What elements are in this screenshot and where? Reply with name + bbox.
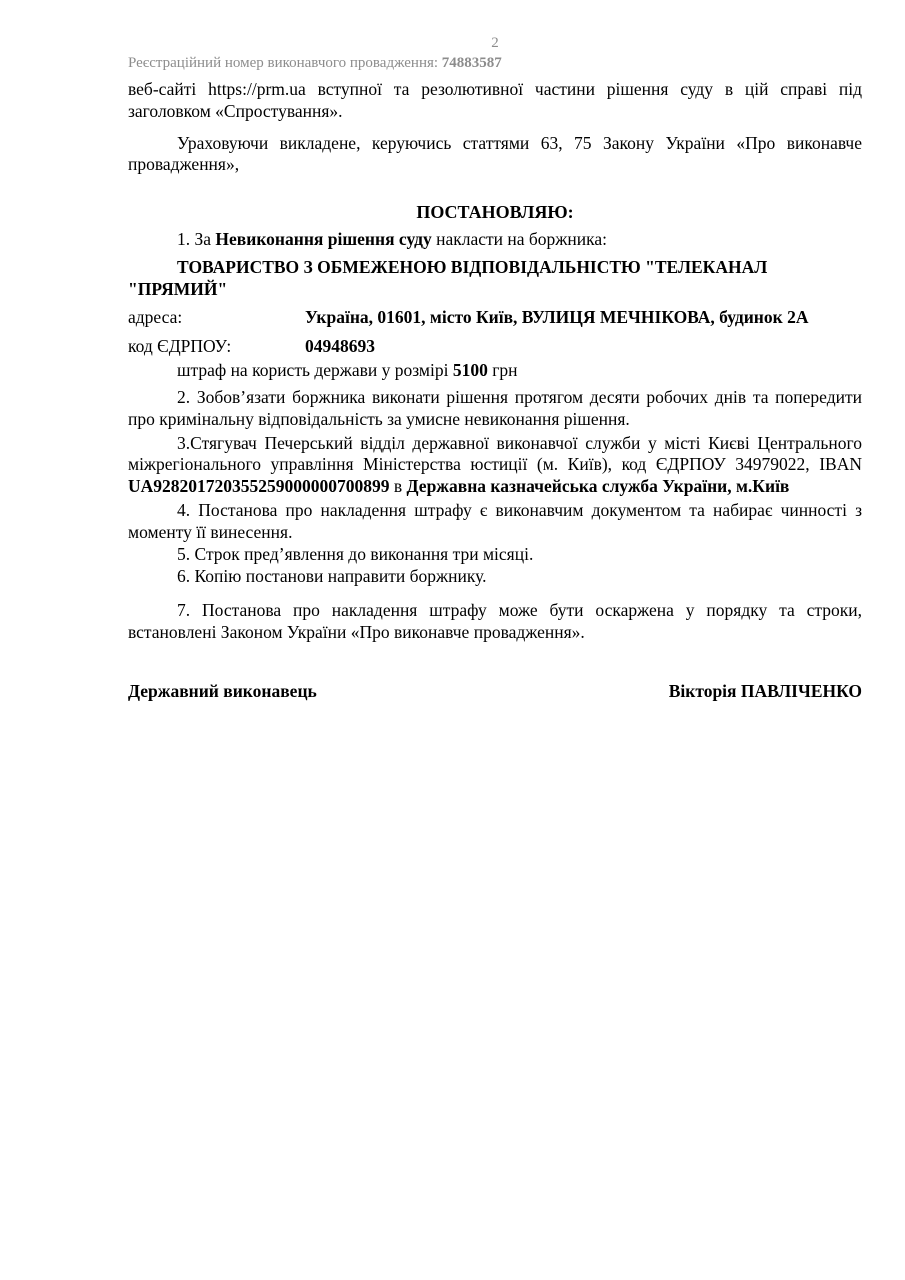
address-label: адреса:	[128, 306, 183, 327]
paragraph-website-continuation: веб-сайті https://prm.ua вступної та резолютивної частини рішення суду в цій справі під заголовком «Спростування».	[128, 79, 862, 121]
item-1-prefix: 1. За	[177, 229, 216, 250]
item-1-violation: Невиконання рішення суду	[215, 229, 432, 250]
paragraph-considering: Ураховуючи викладене, керуючись статтями 63, 75 Закону України «Про виконавче провадження»,	[128, 132, 862, 175]
registration-header	[128, 54, 862, 72]
item-7: 7. Постанова про накладення штрафу може бути оскаржена у порядку та строки, встановлені Законом України «Про виконавче провадження».	[128, 600, 862, 642]
item-1-suffix: накласти на боржника:	[431, 229, 607, 250]
item-3-prefix: 3.Стягувач Печерський відділ державної виконавчої служби у місті Києві Центрального міжрегіонального управління Міністерства юстиції (м. Київ), код ЄДРПОУ 34979022, IBAN	[128, 432, 862, 475]
resolution-heading: ПОСТАНОВЛЯЮ:	[416, 202, 574, 223]
item-5: 5. Строк пред’явлення до виконання три місяці.	[177, 543, 534, 564]
item-3-iban: UA928201720355259000000700899	[128, 476, 390, 497]
fine-amount: 5100	[452, 360, 488, 381]
signature-name: Вікторія ПАВЛІЧЕНКО	[668, 680, 862, 701]
edrpou-row	[128, 336, 862, 358]
item-1	[128, 229, 862, 251]
fine-prefix: штраф на користь держави у розмірі	[177, 360, 453, 381]
fine-suffix: грн	[487, 360, 518, 381]
page-number: 2	[491, 35, 499, 51]
address-row	[128, 307, 862, 329]
item-2: 2. Зобов’язати боржника виконати рішення протягом десяти робочих днів та попередити про кримінальну відповідальність за умисне невиконання рішення.	[128, 386, 862, 429]
debtor-name-line1: ТОВАРИСТВО З ОБМЕЖЕНОЮ ВІДПОВІДАЛЬНІСТЮ "ТЕЛЕКАНАЛ	[177, 256, 768, 277]
signature-row	[128, 680, 862, 702]
edrpou-label: код ЄДРПОУ:	[128, 336, 232, 357]
item-3-mid: в	[389, 476, 407, 497]
debtor-name	[128, 257, 862, 301]
item-4: 4. Постанова про накладення штрафу є виконавчим документом та набирає чинності з моменту її винесення.	[128, 499, 862, 542]
edrpou-value: 04948693	[305, 336, 375, 357]
debtor-name-line2: "ПРЯМИЙ"	[128, 278, 228, 299]
fine-line	[128, 360, 862, 382]
item-3	[128, 433, 862, 498]
item-6: 6. Копію постанови направити боржнику.	[177, 566, 487, 587]
address-value: Україна, 01601, місто Київ, ВУЛИЦЯ МЕЧНІКОВА, будинок 2А	[305, 306, 809, 327]
registration-label: Реєстраційний номер виконавчого провадження:	[128, 55, 442, 71]
item-3-bank: Державна казначейська служба України, м.Київ	[406, 476, 790, 497]
registration-number: 74883587	[441, 55, 502, 71]
signature-role: Державний виконавець	[128, 680, 317, 701]
